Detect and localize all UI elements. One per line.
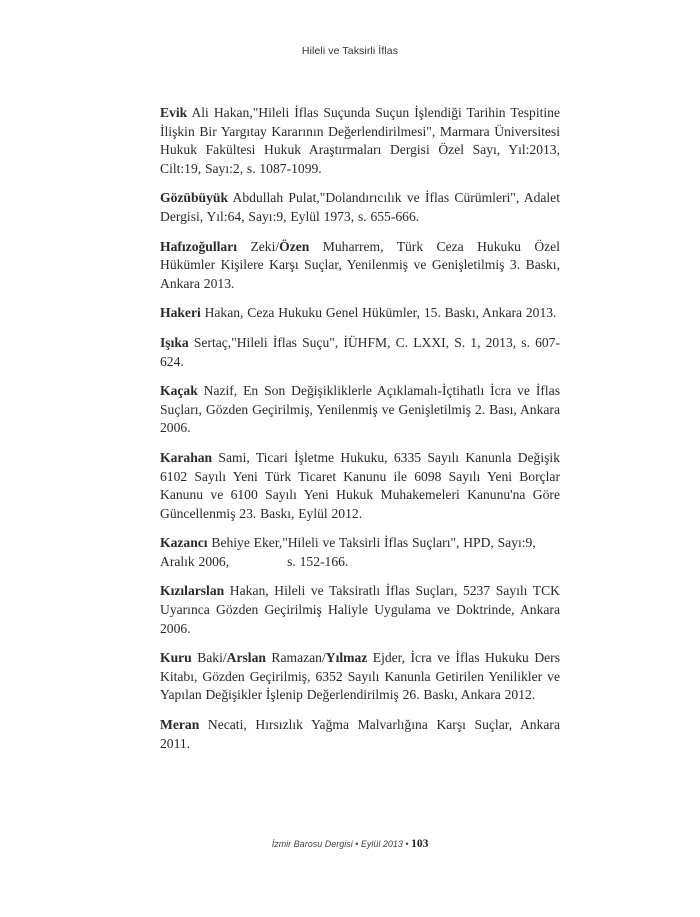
author-surname: Meran [160, 717, 200, 733]
author-surname: Hafızoğulları [160, 238, 238, 254]
reference-text: Necati, Hırsızlık Yağma Malvarlığına Karşı Suçlar, Ankara 2011. [160, 717, 560, 751]
reference-text: Nazif, En Son Değişikliklerle Açıklamalı-İçtihatlı İcra ve İflas Suçları, Gözden Geçirilmiş, Yenilenmiş ve Genişletilmiş 2. Bası, Ankara 2006. [160, 383, 560, 436]
reference-pages: s. 152-166. [287, 553, 349, 569]
reference-text: Muharrem, Türk Ceza Hukuku Özel Hükümler Kişilere Karşı Suçlar, Yenilenmiş ve Genişletilmiş 3. Baskı, Ankara 2013. [160, 238, 560, 291]
reference-text: Abdullah Pulat,"Dolandırıcılık ve İflas Cürümleri", Adalet Dergisi, Yıl:64, Sayı:9, Eylül 1973, s. 655-666. [160, 190, 560, 224]
author-surname: Evik [160, 105, 188, 120]
reference-entry-isika [160, 334, 560, 371]
reference-entry-kizilarslan [160, 582, 560, 638]
reference-entry-kazanci [160, 534, 560, 571]
author-surname: Işıka [160, 334, 189, 350]
reference-text: Baki/ [191, 650, 227, 666]
journal-name: İzmir Barosu Dergisi • Eylül 2013 • [271, 839, 409, 849]
reference-entry-hafizogullari [160, 238, 560, 294]
author-surname: Hakeri [160, 305, 201, 321]
reference-list [160, 104, 560, 764]
reference-text: Ejder, İcra ve İflas Hukuku Ders Kitabı, Gözden Geçirilmiş, 6352 Sayılı Kanunla Getirilen Yenilikler ve Yapılan Değişikler İşlenip Değerlendirilmiş 26. Baskı, Ankara 2012. [160, 650, 560, 703]
reference-text: Hakan, Hileli ve Taksiratlı İflas Suçları, 5237 Sayılı TCK Uyarınca Gözden Geçirilmiş Haliyle Uygulama ve Doktrinde, Ankara 2006. [160, 583, 560, 636]
reference-text: Zeki/ [237, 238, 280, 254]
reference-text: Behiye Eker,"Hileli ve Taksirli İflas Suçları", HPD, Sayı:9, Aralık 2006, [160, 535, 536, 569]
reference-entry-kacak [160, 382, 560, 438]
co-author-surname: Arslan [226, 650, 266, 666]
author-surname: Karahan [160, 449, 213, 465]
author-surname: Gözübüyük [160, 190, 229, 206]
author-surname: Kızılarslan [160, 583, 225, 599]
author-surname: Kazancı [160, 535, 208, 551]
page-footer [0, 838, 700, 850]
co-author-surname: Yılmaz [325, 650, 368, 666]
reference-entry-hakeri [160, 304, 560, 323]
reference-text: Sami, Ticari İşletme Hukuku, 6335 Sayılı Kanunla Değişik 6102 Sayılı Yeni Türk Ticaret Kanunu ile 6098 Sayılı Yeni Borçlar Kanunu ve 6100 Sayılı Yeni Hukuk Muhakemeleri Kanunu'na Göre Güncellenmiş 23. Baskı, Eylül 2012. [160, 449, 560, 521]
page-number: 103 [411, 838, 429, 850]
reference-entry-gozubuyuk [160, 189, 560, 226]
reference-entry-karahan [160, 449, 560, 523]
author-surname: Kuru [160, 650, 192, 666]
reference-entry-kuru [160, 649, 560, 705]
reference-entry-meran [160, 716, 560, 753]
author-surname: Kaçak [160, 383, 198, 399]
running-title: Hileli ve Taksirli İflas [301, 45, 399, 57]
reference-text: Ramazan/ [265, 650, 326, 666]
reference-entry-evik [160, 104, 560, 178]
reference-text: Sertaç,"Hileli İflas Suçu", İÜHFM, C. LXXI, S. 1, 2013, s. 607-624. [160, 334, 560, 369]
co-author-surname: Özen [279, 238, 310, 254]
reference-text: Ali Hakan,"Hileli İflas Suçunda Suçun İşlendiği Tarihin Tespitine İlişkin Bir Yargıtay Kararının Değerlendirilmesi", Marmara Üniversitesi Hukuk Fakültesi Hukuk Araştırmaları Dergisi Özel Sayı, Yıl:2013, Cilt:19, Sayı:2, s. 1087-1099. [160, 105, 560, 176]
reference-text: Hakan, Ceza Hukuku Genel Hükümler, 15. Baskı, Ankara 2013. [200, 305, 557, 321]
